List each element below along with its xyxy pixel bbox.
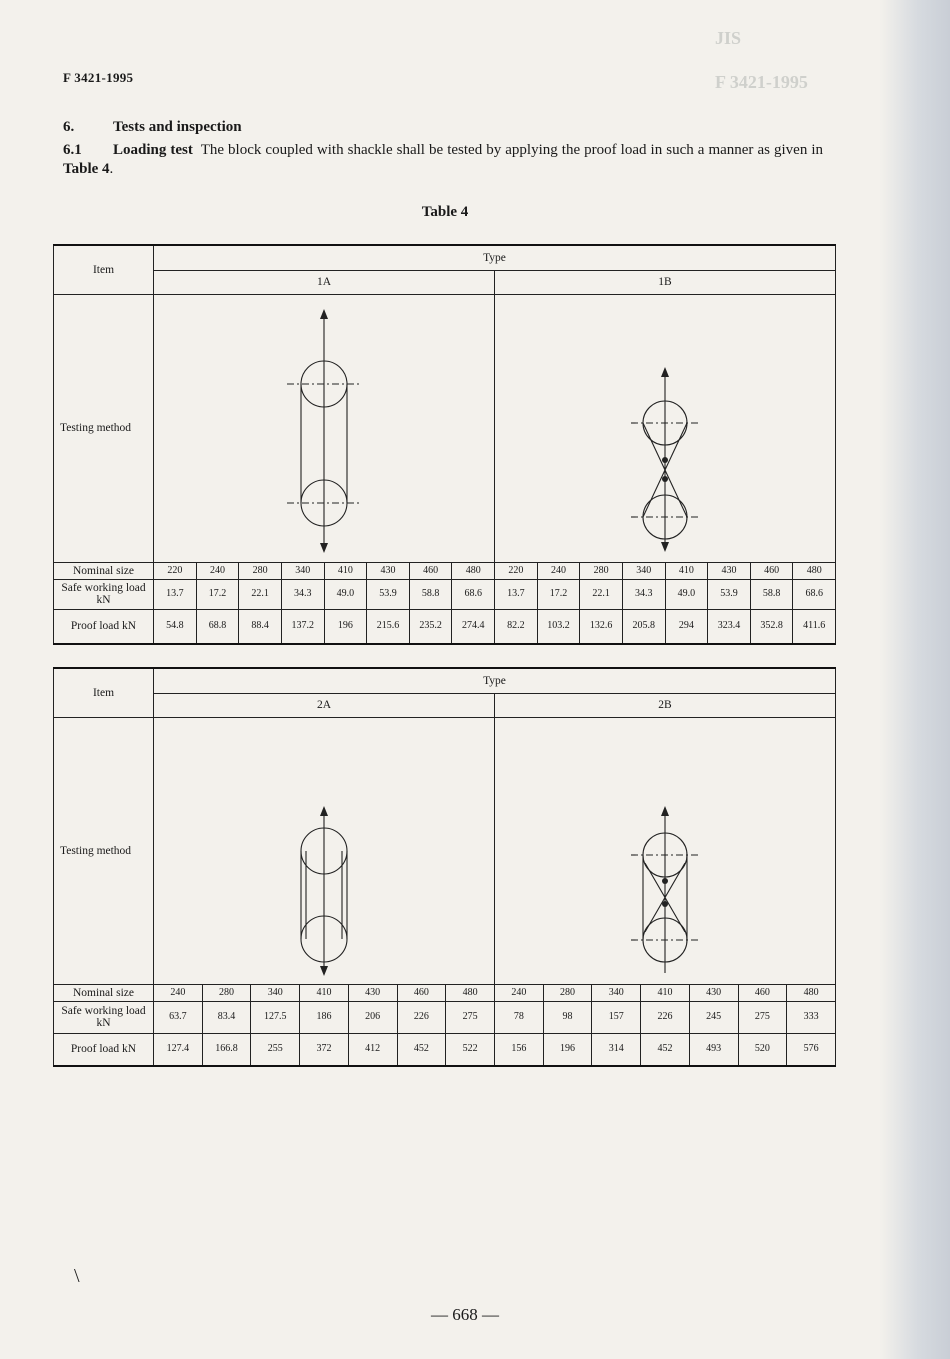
safe-load-cell: 333 [787,1001,836,1033]
nominal-size-cell: 410 [641,984,690,1001]
safe-load-cell: 22.1 [580,579,623,609]
proof-load-cell: 493 [689,1033,738,1066]
block-diagram-1a [154,295,494,558]
proof-load-cell: 520 [738,1033,787,1066]
table-caption: Table 4 [421,204,469,220]
safe-load-cell: 17.2 [196,579,239,609]
show-through-code: F 3421-1995 [715,72,808,92]
page-number: — 668 — [431,1305,499,1324]
block-diagram-2b [495,718,835,980]
arrow-up-icon [661,806,669,816]
safe-load-cell: 186 [300,1001,349,1033]
section-paragraph: 6.1 Loading test The block coupled with shackle shall be tested by applying the proof load in such a manner as given in Table 4. [63,142,824,177]
nominal-size-cell: 280 [543,984,592,1001]
nominal-size-cell: 340 [592,984,641,1001]
arrow-up-icon [320,309,328,319]
margin-mark: \ [74,1265,80,1287]
testing-method-label: Testing method [54,294,154,562]
safe-load-cell: 22.1 [239,579,282,609]
safe-load-cell: 127.5 [251,1001,300,1033]
safe-load-cell: 245 [689,1001,738,1033]
proof-load-cell: 88.4 [239,609,282,644]
type-1b-header: 1B [495,270,836,294]
item-header: Item [54,668,154,717]
nominal-size-cell: 240 [495,984,544,1001]
table-part-2 [53,667,836,1067]
testing-diagram-1a [154,294,495,562]
proof-load-cell: 294 [665,609,708,644]
proof-load-cell: 166.8 [202,1033,251,1066]
proof-load-cell: 314 [592,1033,641,1066]
type-2b-header: 2B [495,693,836,717]
table-reference: Table 4 [63,161,110,177]
proof-load-cell: 82.2 [495,609,538,644]
type-header: Type [154,668,836,693]
safe-load-cell: 58.8 [750,579,793,609]
safe-load-cell: 98 [543,1001,592,1033]
proof-load-cell: 255 [251,1033,300,1066]
safe-load-cell: 13.7 [154,579,197,609]
safe-load-cell: 226 [397,1001,446,1033]
proof-load-cell: 352.8 [750,609,793,644]
nominal-size-cell: 460 [738,984,787,1001]
proof-load-cell: 576 [787,1033,836,1066]
safe-load-cell: 275 [446,1001,495,1033]
arrow-up-icon [320,806,328,816]
proof-load-cell: 156 [495,1033,544,1066]
safe-working-load-label: Safe working load kN [54,579,154,609]
paragraph-text: The block coupled with shackle shall be tested by applying the proof load in such a manner as given in [200,142,824,158]
proof-load-cell: 132.6 [580,609,623,644]
testing-diagram-2a [154,717,495,984]
arrow-up-icon [661,367,669,377]
proof-load-cell: 127.4 [154,1033,203,1066]
safe-load-cell: 53.9 [367,579,410,609]
testing-diagram-2b [495,717,836,984]
type-2a-header: 2A [154,693,495,717]
proof-load-cell: 452 [397,1033,446,1066]
testing-diagram-1b [495,294,836,562]
nominal-size-cell: 340 [622,562,665,579]
item-header: Item [54,245,154,294]
nominal-size-cell: 340 [251,984,300,1001]
show-through-jis: JIS [715,28,742,48]
nominal-size-cell: 460 [409,562,452,579]
nominal-size-cell: 340 [281,562,324,579]
proof-load-label: Proof load kN [54,1033,154,1066]
nominal-size-cell: 480 [452,562,495,579]
arrow-down-icon [320,543,328,553]
nominal-size-label: Nominal size [54,984,154,1001]
proof-load-label: Proof load kN [54,609,154,644]
nominal-size-cell: 480 [793,562,836,579]
safe-load-cell: 34.3 [622,579,665,609]
arrow-down-icon [661,542,669,552]
nominal-size-cell: 480 [446,984,495,1001]
arrow-down-icon [320,966,328,976]
safe-load-cell: 49.0 [324,579,367,609]
proof-load-cell: 103.2 [537,609,580,644]
proof-load-cell: 196 [543,1033,592,1066]
proof-load-cell: 274.4 [452,609,495,644]
nominal-size-cell: 410 [324,562,367,579]
proof-load-cell: 372 [300,1033,349,1066]
subsection-title: Loading test [113,142,193,158]
nominal-size-cell: 240 [196,562,239,579]
block-diagram-1b [495,295,835,558]
nominal-size-cell: 220 [495,562,538,579]
nominal-size-cell: 280 [202,984,251,1001]
safe-load-cell: 13.7 [495,579,538,609]
safe-working-load-label: Safe working load kN [54,1001,154,1033]
nominal-size-cell: 240 [154,984,203,1001]
safe-load-cell: 275 [738,1001,787,1033]
proof-load-cell: 411.6 [793,609,836,644]
safe-load-cell: 68.6 [452,579,495,609]
proof-load-cell: 215.6 [367,609,410,644]
section-number: 6. [63,119,75,135]
subsection-number: 6.1 [63,142,82,158]
nominal-size-label: Nominal size [54,562,154,579]
proof-load-cell: 54.8 [154,609,197,644]
page-edge-shadow [880,0,950,1359]
block-diagram-2a [154,718,494,980]
nominal-size-cell: 480 [787,984,836,1001]
nominal-size-cell: 460 [750,562,793,579]
safe-load-cell: 53.9 [708,579,751,609]
nominal-size-cell: 240 [537,562,580,579]
nominal-size-cell: 410 [665,562,708,579]
proof-load-cell: 137.2 [281,609,324,644]
safe-load-cell: 68.6 [793,579,836,609]
proof-load-cell: 522 [446,1033,495,1066]
safe-load-cell: 58.8 [409,579,452,609]
nominal-size-cell: 430 [708,562,751,579]
proof-load-cell: 68.8 [196,609,239,644]
proof-load-cell: 235.2 [409,609,452,644]
document-code: F 3421-1995 [63,70,134,85]
safe-load-cell: 157 [592,1001,641,1033]
proof-load-cell: 452 [641,1033,690,1066]
safe-load-cell: 49.0 [665,579,708,609]
safe-load-cell: 83.4 [202,1001,251,1033]
safe-load-cell: 226 [641,1001,690,1033]
proof-load-cell: 205.8 [622,609,665,644]
nominal-size-cell: 280 [239,562,282,579]
safe-load-cell: 17.2 [537,579,580,609]
section-heading [63,118,242,137]
nominal-size-cell: 410 [300,984,349,1001]
safe-load-cell: 206 [348,1001,397,1033]
section-title: Tests and inspection [113,119,242,135]
safe-load-cell: 63.7 [154,1001,203,1033]
safe-load-cell: 78 [495,1001,544,1033]
type-header: Type [154,245,836,270]
testing-method-label: Testing method [54,717,154,984]
nominal-size-cell: 220 [154,562,197,579]
table-part-1 [53,244,836,645]
nominal-size-cell: 430 [348,984,397,1001]
proof-load-cell: 323.4 [708,609,751,644]
proof-load-cell: 412 [348,1033,397,1066]
nominal-size-cell: 430 [689,984,738,1001]
type-1a-header: 1A [154,270,495,294]
nominal-size-cell: 280 [580,562,623,579]
nominal-size-cell: 430 [367,562,410,579]
proof-load-cell: 196 [324,609,367,644]
safe-load-cell: 34.3 [281,579,324,609]
nominal-size-cell: 460 [397,984,446,1001]
